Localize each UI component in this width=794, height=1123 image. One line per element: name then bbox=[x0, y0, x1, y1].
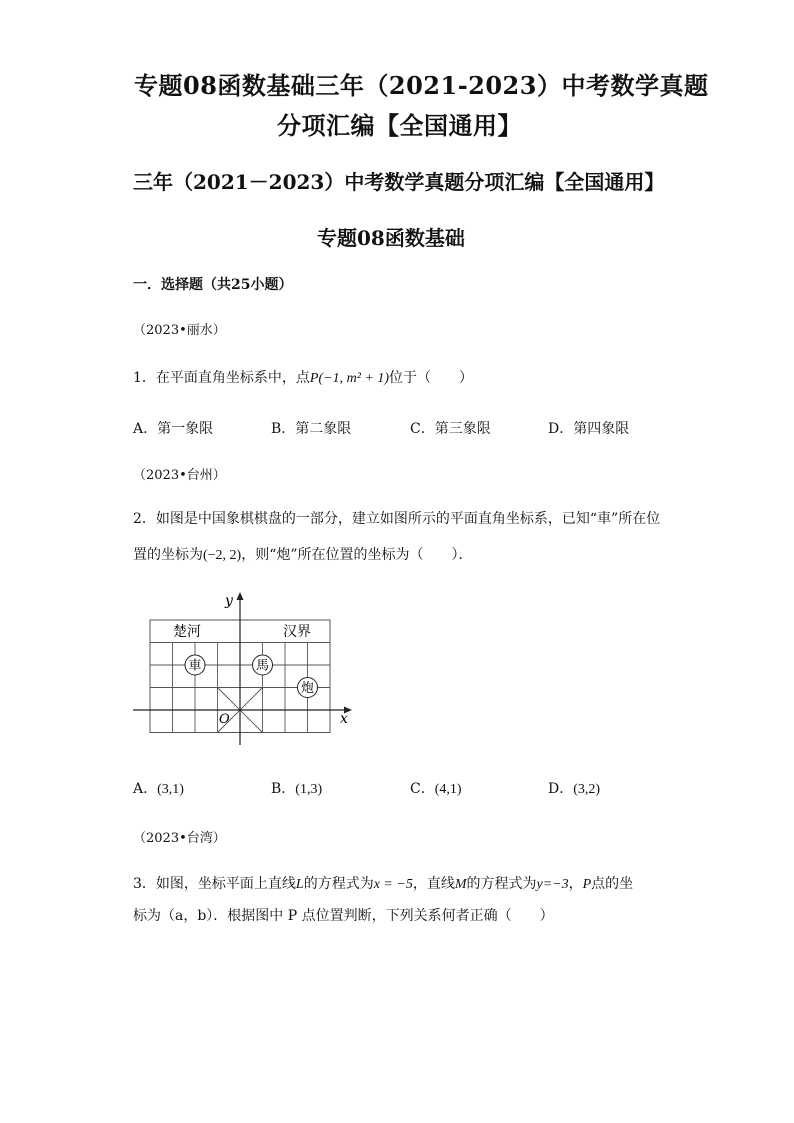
river-label-right: 汉界 bbox=[283, 624, 311, 640]
piece-pao-label: 炮 bbox=[300, 681, 315, 696]
piece-che-label: 車 bbox=[188, 658, 202, 674]
q2-option-c-value: (4,1) bbox=[434, 782, 462, 797]
y-axis-label: y bbox=[225, 593, 233, 609]
q2-stem-line1: 2．如图是中国象棋棋盘的一部分，建立如图所示的平面直角坐标系，已知“車”所在位 bbox=[133, 511, 661, 527]
q3-eq-m: y=−3 bbox=[536, 877, 569, 892]
coordinate-axes bbox=[133, 592, 352, 745]
q2-option-a-value: (3,1) bbox=[157, 782, 184, 797]
q1-source: （2023•丽水） bbox=[133, 323, 226, 338]
q2-option-d-letter: D． bbox=[548, 781, 574, 797]
x-axis-label: x bbox=[340, 711, 348, 727]
y-axis-arrow-icon bbox=[237, 592, 244, 600]
q3-eq-l: x = −5 bbox=[373, 877, 413, 892]
q1-option-c: C．第三象限 bbox=[410, 421, 491, 437]
piece-che bbox=[185, 655, 205, 675]
q1-option-d: D．第四象限 bbox=[548, 421, 630, 437]
q2-option-a bbox=[133, 778, 184, 798]
document-subtitle: 三年（2021－2023）中考数学真题分项汇编【全国通用】 bbox=[133, 170, 665, 194]
q3-text-b: 的方程式为 bbox=[303, 876, 374, 892]
q2-option-b-value: (1,3) bbox=[295, 782, 323, 797]
q2-stem-line2 bbox=[133, 544, 473, 564]
q1-stem bbox=[133, 367, 473, 387]
q3-line-m: M bbox=[454, 877, 467, 892]
q3-text-f: 点的坐 bbox=[591, 876, 634, 892]
chess-pieces bbox=[185, 655, 318, 698]
q1-text-before: 1．在平面直角坐标系中，点 bbox=[133, 370, 310, 386]
q3-source: （2023•台湾） bbox=[133, 831, 226, 846]
section-heading: 一．选择题（共25小题） bbox=[133, 277, 293, 293]
q2-option-a-letter: A． bbox=[133, 781, 158, 797]
document-title-line1: 专题08函数基础三年（2021-2023）中考数学真题 bbox=[134, 71, 709, 100]
q2-option-d-value: (3,2) bbox=[573, 782, 601, 797]
river-label-left: 楚河 bbox=[173, 624, 201, 640]
q3-text-d: 的方程式为 bbox=[466, 876, 537, 892]
origin-label: O bbox=[219, 712, 230, 727]
q3-point-p: P bbox=[582, 877, 592, 892]
q3-line-l: L bbox=[295, 877, 304, 892]
q1-option-b: B．第二象限 bbox=[271, 421, 352, 437]
q3-text-e: ， bbox=[568, 876, 583, 892]
q2-text-before: 置的坐标为 bbox=[133, 547, 203, 563]
piece-ma-label: 馬 bbox=[255, 658, 270, 674]
q2-option-d bbox=[548, 778, 600, 798]
q3-text-c: ，直线 bbox=[412, 876, 455, 892]
piece-ma bbox=[253, 655, 273, 675]
q2-option-b-letter: B． bbox=[271, 781, 296, 797]
q1-text-after: 位于（ ） bbox=[389, 370, 473, 386]
q2-option-c bbox=[410, 778, 462, 798]
chess-board-figure bbox=[128, 588, 358, 748]
q2-text-after: ，则“炮”所在位置的坐标为（ ）． bbox=[241, 547, 473, 563]
q1-point-math: P(−1, m² + 1) bbox=[309, 371, 389, 386]
q3-text-a: 3．如图，坐标平面上直线 bbox=[133, 876, 296, 892]
q3-stem-line2: 标为（a，b）．根据图中 P 点位置判断，下列关系何者正确（ ） bbox=[133, 908, 554, 924]
q2-coord-math: (−2, 2) bbox=[203, 548, 242, 563]
q2-option-b bbox=[271, 778, 322, 798]
q2-option-c-letter: C． bbox=[410, 781, 435, 797]
piece-pao bbox=[298, 678, 318, 698]
document-title-line2: 分项汇编【全国通用】 bbox=[277, 111, 522, 140]
topic-heading: 专题08函数基础 bbox=[317, 226, 465, 250]
q2-source: （2023•台州） bbox=[133, 468, 226, 483]
q1-option-a: A．第一象限 bbox=[133, 421, 214, 437]
q3-stem-line1 bbox=[133, 873, 633, 893]
